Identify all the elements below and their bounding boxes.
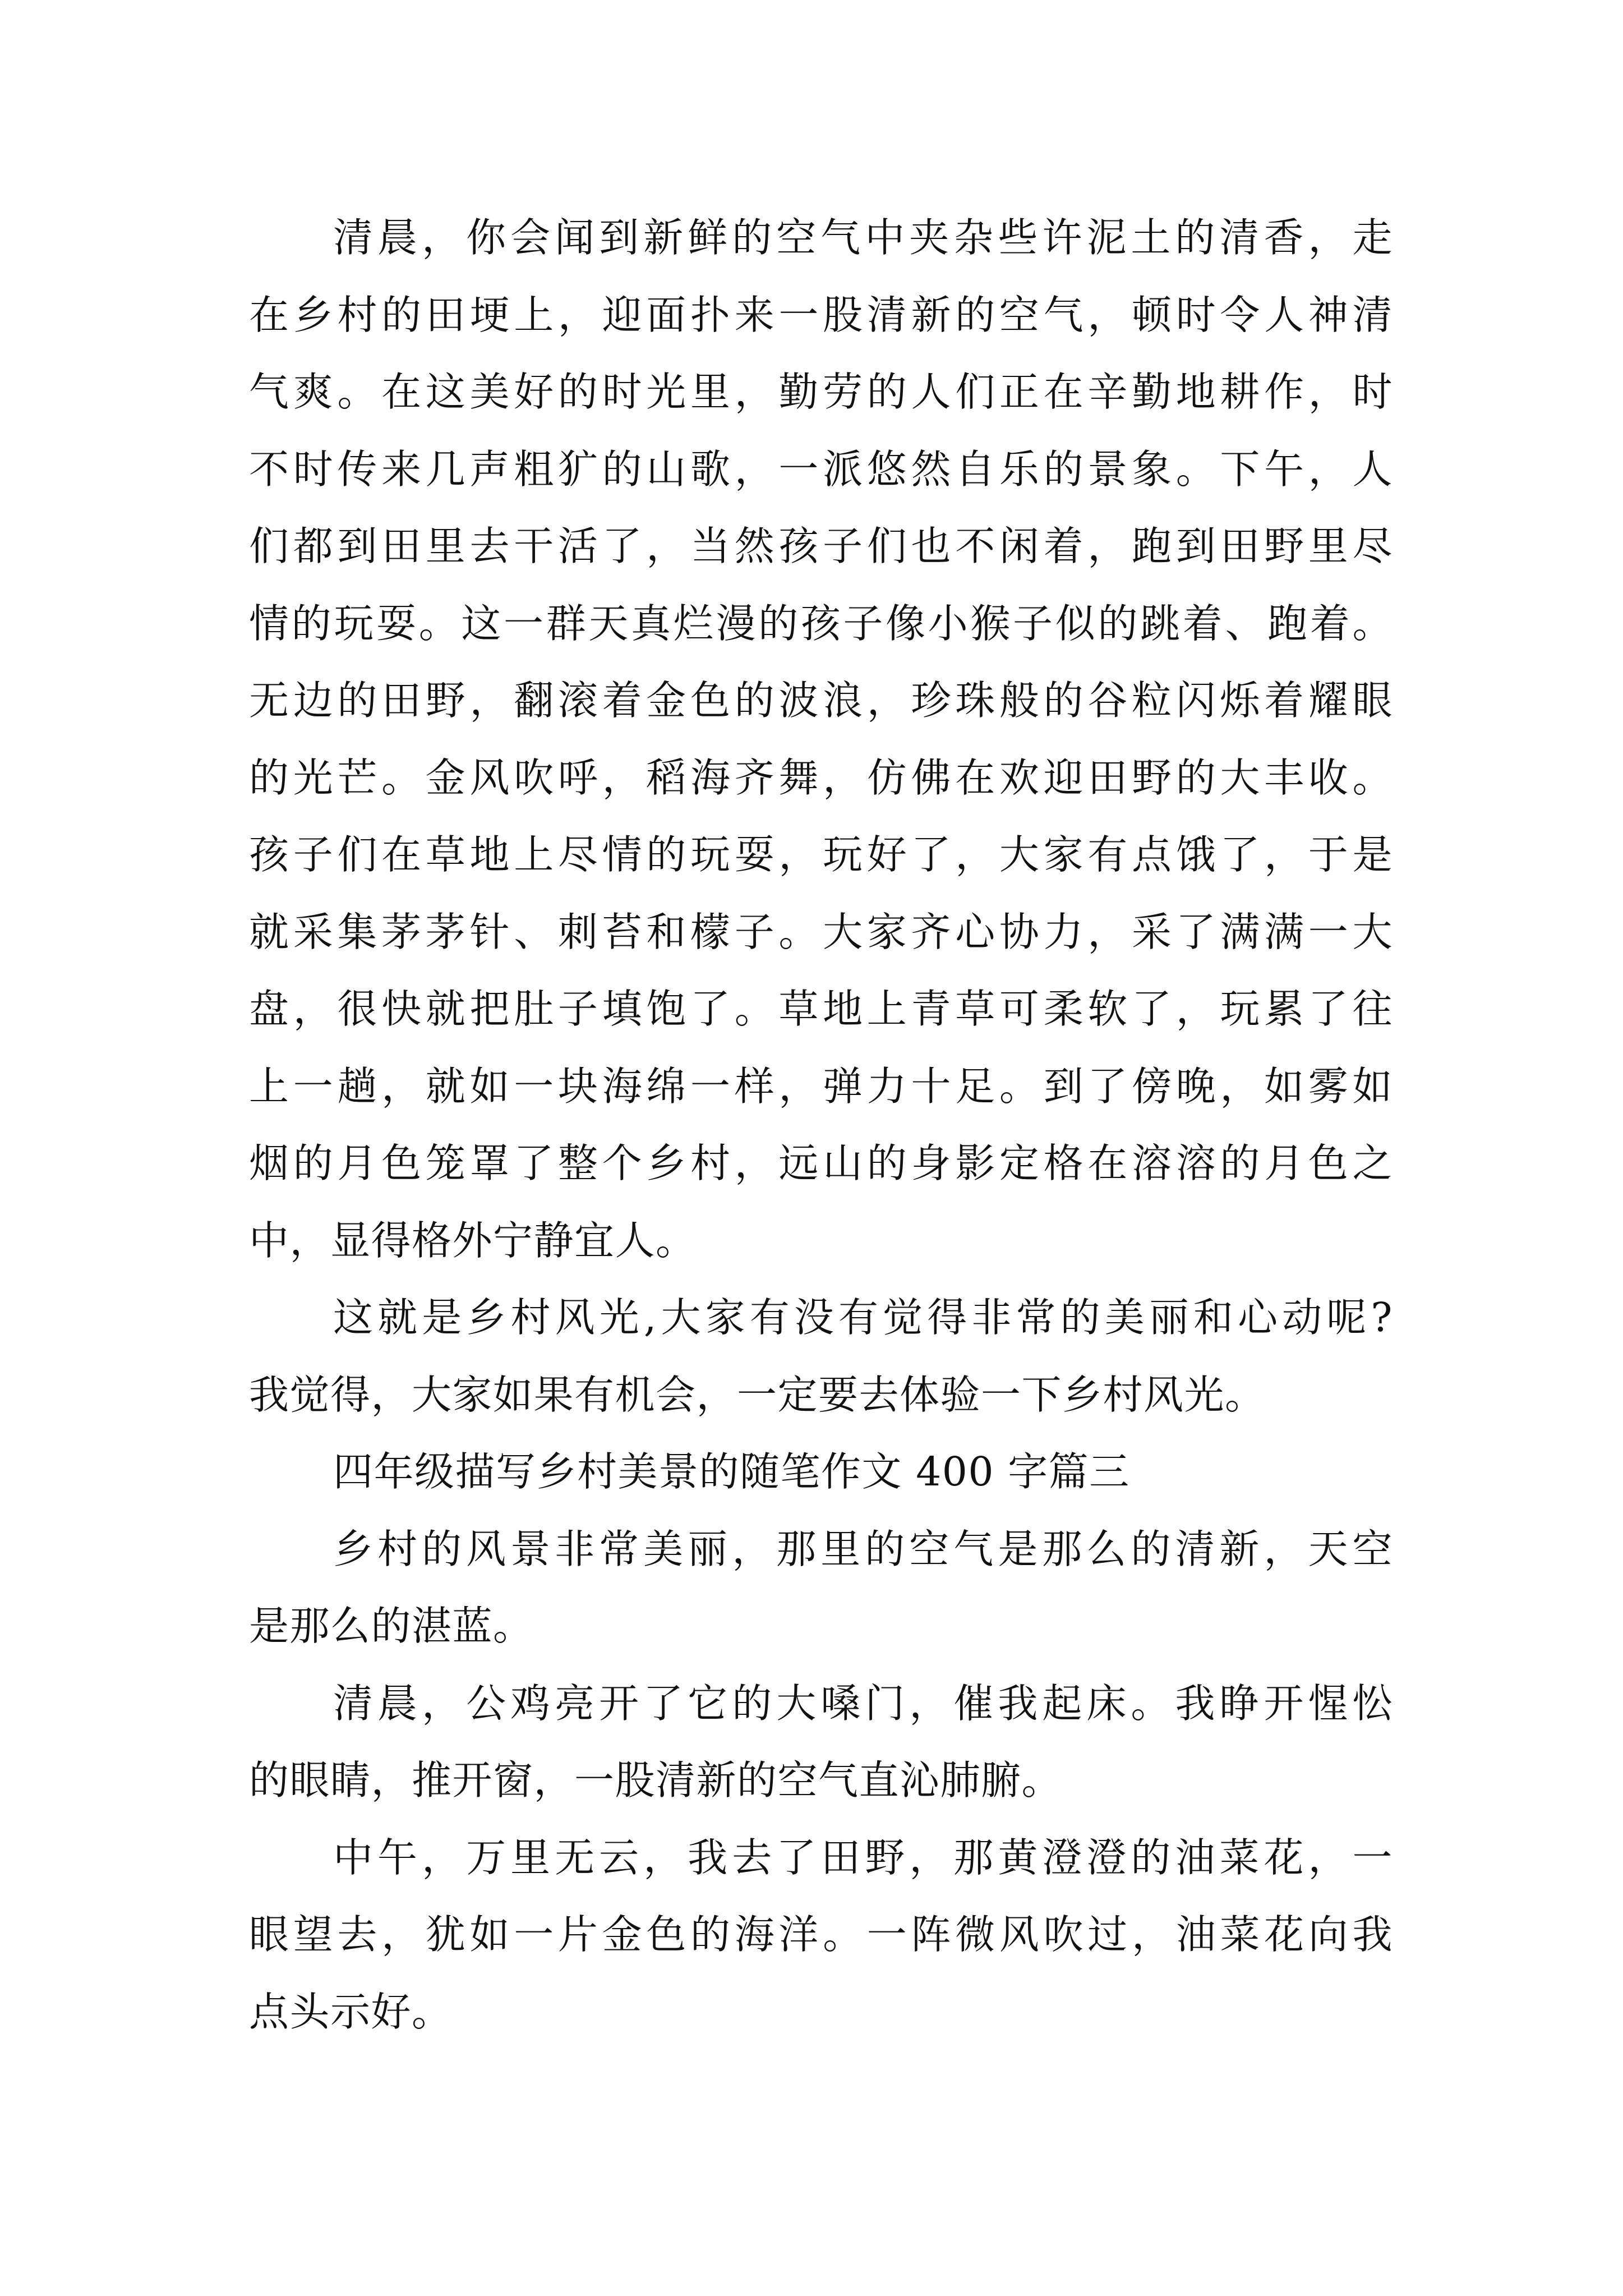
text-line: 就采集茅茅针、刺苔和檬子。大家齐心协力，采了满满一大 <box>249 908 1393 955</box>
text-line: 我觉得，大家如果有机会，一定要去体验一下乡村风光。 <box>249 1371 1266 1418</box>
text-line: 情的玩耍。这一群天真烂漫的孩子像小猴子似的跳着、跑着。 <box>249 600 1393 647</box>
text-line: 乡村的风景非常美丽，那里的空气是那么的清新，天空 <box>333 1525 1393 1572</box>
text-line: 这就是乡村风光,大家有没有觉得非常的美丽和心动呢? <box>333 1294 1393 1341</box>
paragraph <box>249 1511 1393 1665</box>
text-line: 孩子们在草地上尽情的玩耍，玩好了，大家有点饿了，于是 <box>249 831 1393 878</box>
text-line: 眼望去，犹如一片金色的海洋。一阵微风吹过，油菜花向我 <box>249 1911 1393 1958</box>
text-line: 们都到田里去干活了，当然孩子们也不闲着，跑到田野里尽 <box>249 523 1393 569</box>
text-line: 烟的月色笼罩了整个乡村，远山的身影定格在溶溶的月色之 <box>249 1140 1393 1186</box>
text-line: 在乡村的田埂上，迎面扑来一股清新的空气，顿时令人神清 <box>249 291 1393 338</box>
text-line: 点头示好。 <box>249 1988 453 2035</box>
text-line: 清晨，公鸡亮开了它的大嗓门，催我起床。我睁开惺忪 <box>333 1680 1393 1727</box>
paragraph <box>249 1665 1393 1819</box>
section-heading <box>249 1433 1393 1511</box>
text-line: 清晨，你会闻到新鲜的空气中夹杂些许泥土的清香，走 <box>333 214 1393 261</box>
text-line: 的光芒。金风吹呼，稻海齐舞，仿佛在欢迎田野的大丰收。 <box>249 754 1393 801</box>
text-line: 中午，万里无云，我去了田野，那黄澄澄的油菜花，一 <box>333 1834 1393 1881</box>
text-line: 不时传来几声粗犷的山歌，一派悠然自乐的景象。下午，人 <box>249 445 1393 493</box>
heading-line: 四年级描写乡村美景的随笔作文 400 字篇三 <box>333 1448 1130 1495</box>
paragraph <box>249 1819 1393 2051</box>
text-line: 上一趟，就如一块海绵一样，弹力十足。到了傍晚，如雾如 <box>249 1062 1393 1110</box>
text-line: 气爽。在这美好的时光里，勤劳的人们正在辛勤地耕作，时 <box>249 369 1393 415</box>
text-line: 中，显得格外宁静宜人。 <box>249 1217 697 1264</box>
paragraph <box>249 199 1393 1279</box>
essay-body <box>249 199 1393 2050</box>
text-line: 无边的田野，翻滚着金色的波浪，珍珠般的谷粒闪烁着耀眼 <box>249 677 1393 724</box>
paragraph <box>249 1279 1393 1433</box>
text-line: 盘，很快就把肚子填饱了。草地上青草可柔软了，玩累了往 <box>249 986 1393 1032</box>
text-line: 是那么的湛蓝。 <box>249 1603 534 1649</box>
text-line: 的眼睛，推开窗，一股清新的空气直沁肺腑。 <box>249 1757 1063 1803</box>
